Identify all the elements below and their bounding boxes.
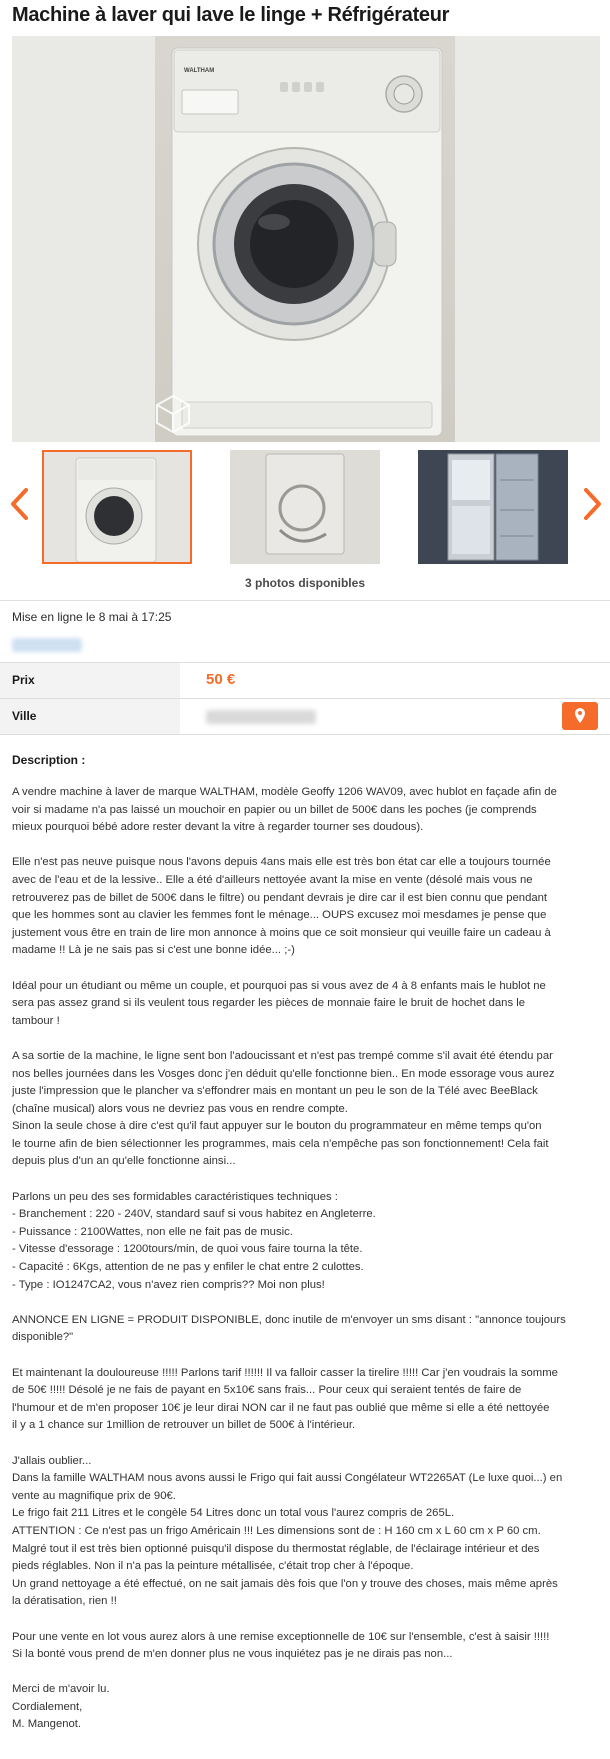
map-button[interactable]: [562, 702, 598, 730]
map-pin-icon: [562, 702, 598, 730]
description-paragraph: Parlons un peu des ses formidables caractéristiques techniques : - Branchement : 220 - 240V, standard sauf si vous habitez en Angleterre. - Puissance : 2100Wattes, non elle ne fait pas de music. - Vitesse d'essorage : 1200tours/min, de quoi vous faire tourna la tête. - Capacité : 6Kgs, attention de ne pas y enfiler le chat entre 2 culottes. - Type : IO1247CA2, vous n'avez rien compris?? Moi non plus!: [12, 1190, 376, 1291]
thumbnail-3[interactable]: [418, 450, 568, 564]
description-paragraph: Idéal pour un étudiant ou même un couple, et pourquoi pas si vous avez de 4 à 8 enfants mais le hublot ne sera pas assez grand si ils veulent tous regarder les pièces de monnaie faire le bruit de hochet dans le tambour !: [12, 979, 546, 1027]
washing-machine-image: [12, 36, 600, 442]
thumbnail-washing-machine-image: [44, 452, 192, 564]
description-paragraph: A sa sortie de la machine, le ligne sent bon l'adoucissant et n'est pas trempé comme s'il avait été étendu par nos belles journées dans les Vosges donc j'en déduit qu'elle fonctionne bien.. En mode essorage vous aurez juste l'impression que le plancher va s'effondrer mais en montant un peu le son de la Télé avec BeeBlack (chaîne musical) alors vous ne devriez pas vous en rendre compte. Sinon la seule chose à dire c'est qu'il faut appuyer sur le bouton du programmateur en même temps qu'on le tourne afin de bien sélectionner les programmes, mais cela n'empêche pas son fonctionnement! Cela fait depuis plus d'un an qu'elle fonctionne ainsi...: [12, 1049, 555, 1168]
description-paragraph: A vendre machine à laver de marque WALTHAM, modèle Geoffy 1206 WAV09, avec hublot en façade afin de voir si madame n'a pas laissé un mouchoir en papier ou un billet de 500€ dans les poches (je comprends mieux pourquoi bébé adore rester devant la vitre à regarder tourner ses doudous).: [12, 786, 557, 834]
city-value-blurred: [206, 710, 316, 724]
description-paragraph: Et maintenant la douloureuse !!!!! Parlons tarif !!!!!! Il va falloir casser la tirelire !!!!! Car j'en voudrais la somme de 50€ !!!!! Désolé je ne fais de payant en 5x10€ sans frais... Pour ceux qui seraient tentés de faire de l'humour et de m'en proposer 10€ je leur dirai NON car il ne faut pas oublié que même si elle a été nettoyée il y a 1 chance sur 1million de retrouver un billet de 500€ à l'intérieur.: [12, 1366, 558, 1432]
main-photo[interactable]: [12, 36, 600, 442]
city-label: Ville: [12, 709, 37, 723]
3c-cube-icon: [155, 394, 191, 434]
description-paragraph: Pour une vente en lot vous aurez alors à une remise exceptionnelle de 10€ sur l'ensemble, c'est à saisir !!!!! Si la bonté vous prend de m'en donner plus ne vous inquiétez pas je ne dirais pas non...: [12, 1630, 550, 1661]
photo-brand-text: WALTHAM: [184, 68, 215, 74]
description-paragraph: ANNONCE EN LIGNE = PRODUIT DISPONIBLE, donc inutile de m'envoyer un sms disant : "annonce toujours disponible?": [12, 1313, 566, 1344]
listing-title: Machine à laver qui lave le linge + Réfrigérateur: [12, 4, 450, 26]
description-paragraph: Merci de m'avoir lu. Cordialement, M. Mangenot.: [12, 1683, 110, 1731]
thumbnail-1[interactable]: [42, 450, 192, 564]
posted-date: Mise en ligne le 8 mai à 17:25: [12, 610, 172, 624]
divider: [0, 734, 610, 735]
thumbnail-2[interactable]: [230, 450, 380, 564]
photos-count: 3 photos disponibles: [244, 576, 365, 590]
description-paragraph: Elle n'est pas neuve puisque nous l'avons depuis 4ans mais elle est très bon état car elle a toujours tournée avec de l'eau et de la lessive.. Elle a été d'ailleurs nettoyée avant la mise en vente (désolé mais vous ne retrouverez pas de billet de 500€ dans le filtre) ou pendant devrais je dire car il est bien connu que pendant que les hommes sont au clavier les femmes font le ménage... OUPS excusez moi mesdames je pense que justement vous être en train de lire mon annonce à moins que ce soit monsieur qui veuille faire un cadeau à madame !! Là je ne sais pas si c'est une bonne idée... ;-): [12, 856, 551, 957]
blurred-seller: [12, 638, 82, 652]
price-label: Prix: [12, 673, 35, 687]
chevron-left-icon[interactable]: [8, 486, 32, 522]
chevron-right-icon[interactable]: [580, 486, 604, 522]
divider: [0, 600, 610, 601]
description-paragraph: J'allais oublier... Dans la famille WALTHAM nous avons aussi le Frigo qui fait aussi Congélateur WT2265AT (Le luxe quoi...) en vente au magnifique prix de 90€. Le frigo fait 211 Litres et le congèle 54 Litres donc un total vous l'aurez compris de 265L. ATTENTION : Ce n'est pas un frigo Américain !!! Les dimensions sont de : H 160 cm x L 60 cm x P 60 cm. Malgré tout il est très bien optionné puisqu'il dispose du thermostat réglable, de l'éclairage intérieur et des pieds réglables. Non il n'a pas la peinture métallisée, c'était trop cher à l'époque. Un grand nettoyage a été effectué, on ne sait jamais dès fois que l'on y trouve des choses, mais même après la dératisation, rien !!: [12, 1454, 563, 1608]
thumbnail-fridge-image: [418, 450, 568, 564]
thumbnail-carousel: [0, 448, 610, 568]
thumbnail-machine-back-image: [230, 450, 380, 564]
description-heading: Description :: [12, 753, 86, 767]
price-value: 50 €: [206, 671, 236, 688]
description-body: [12, 784, 600, 1752]
